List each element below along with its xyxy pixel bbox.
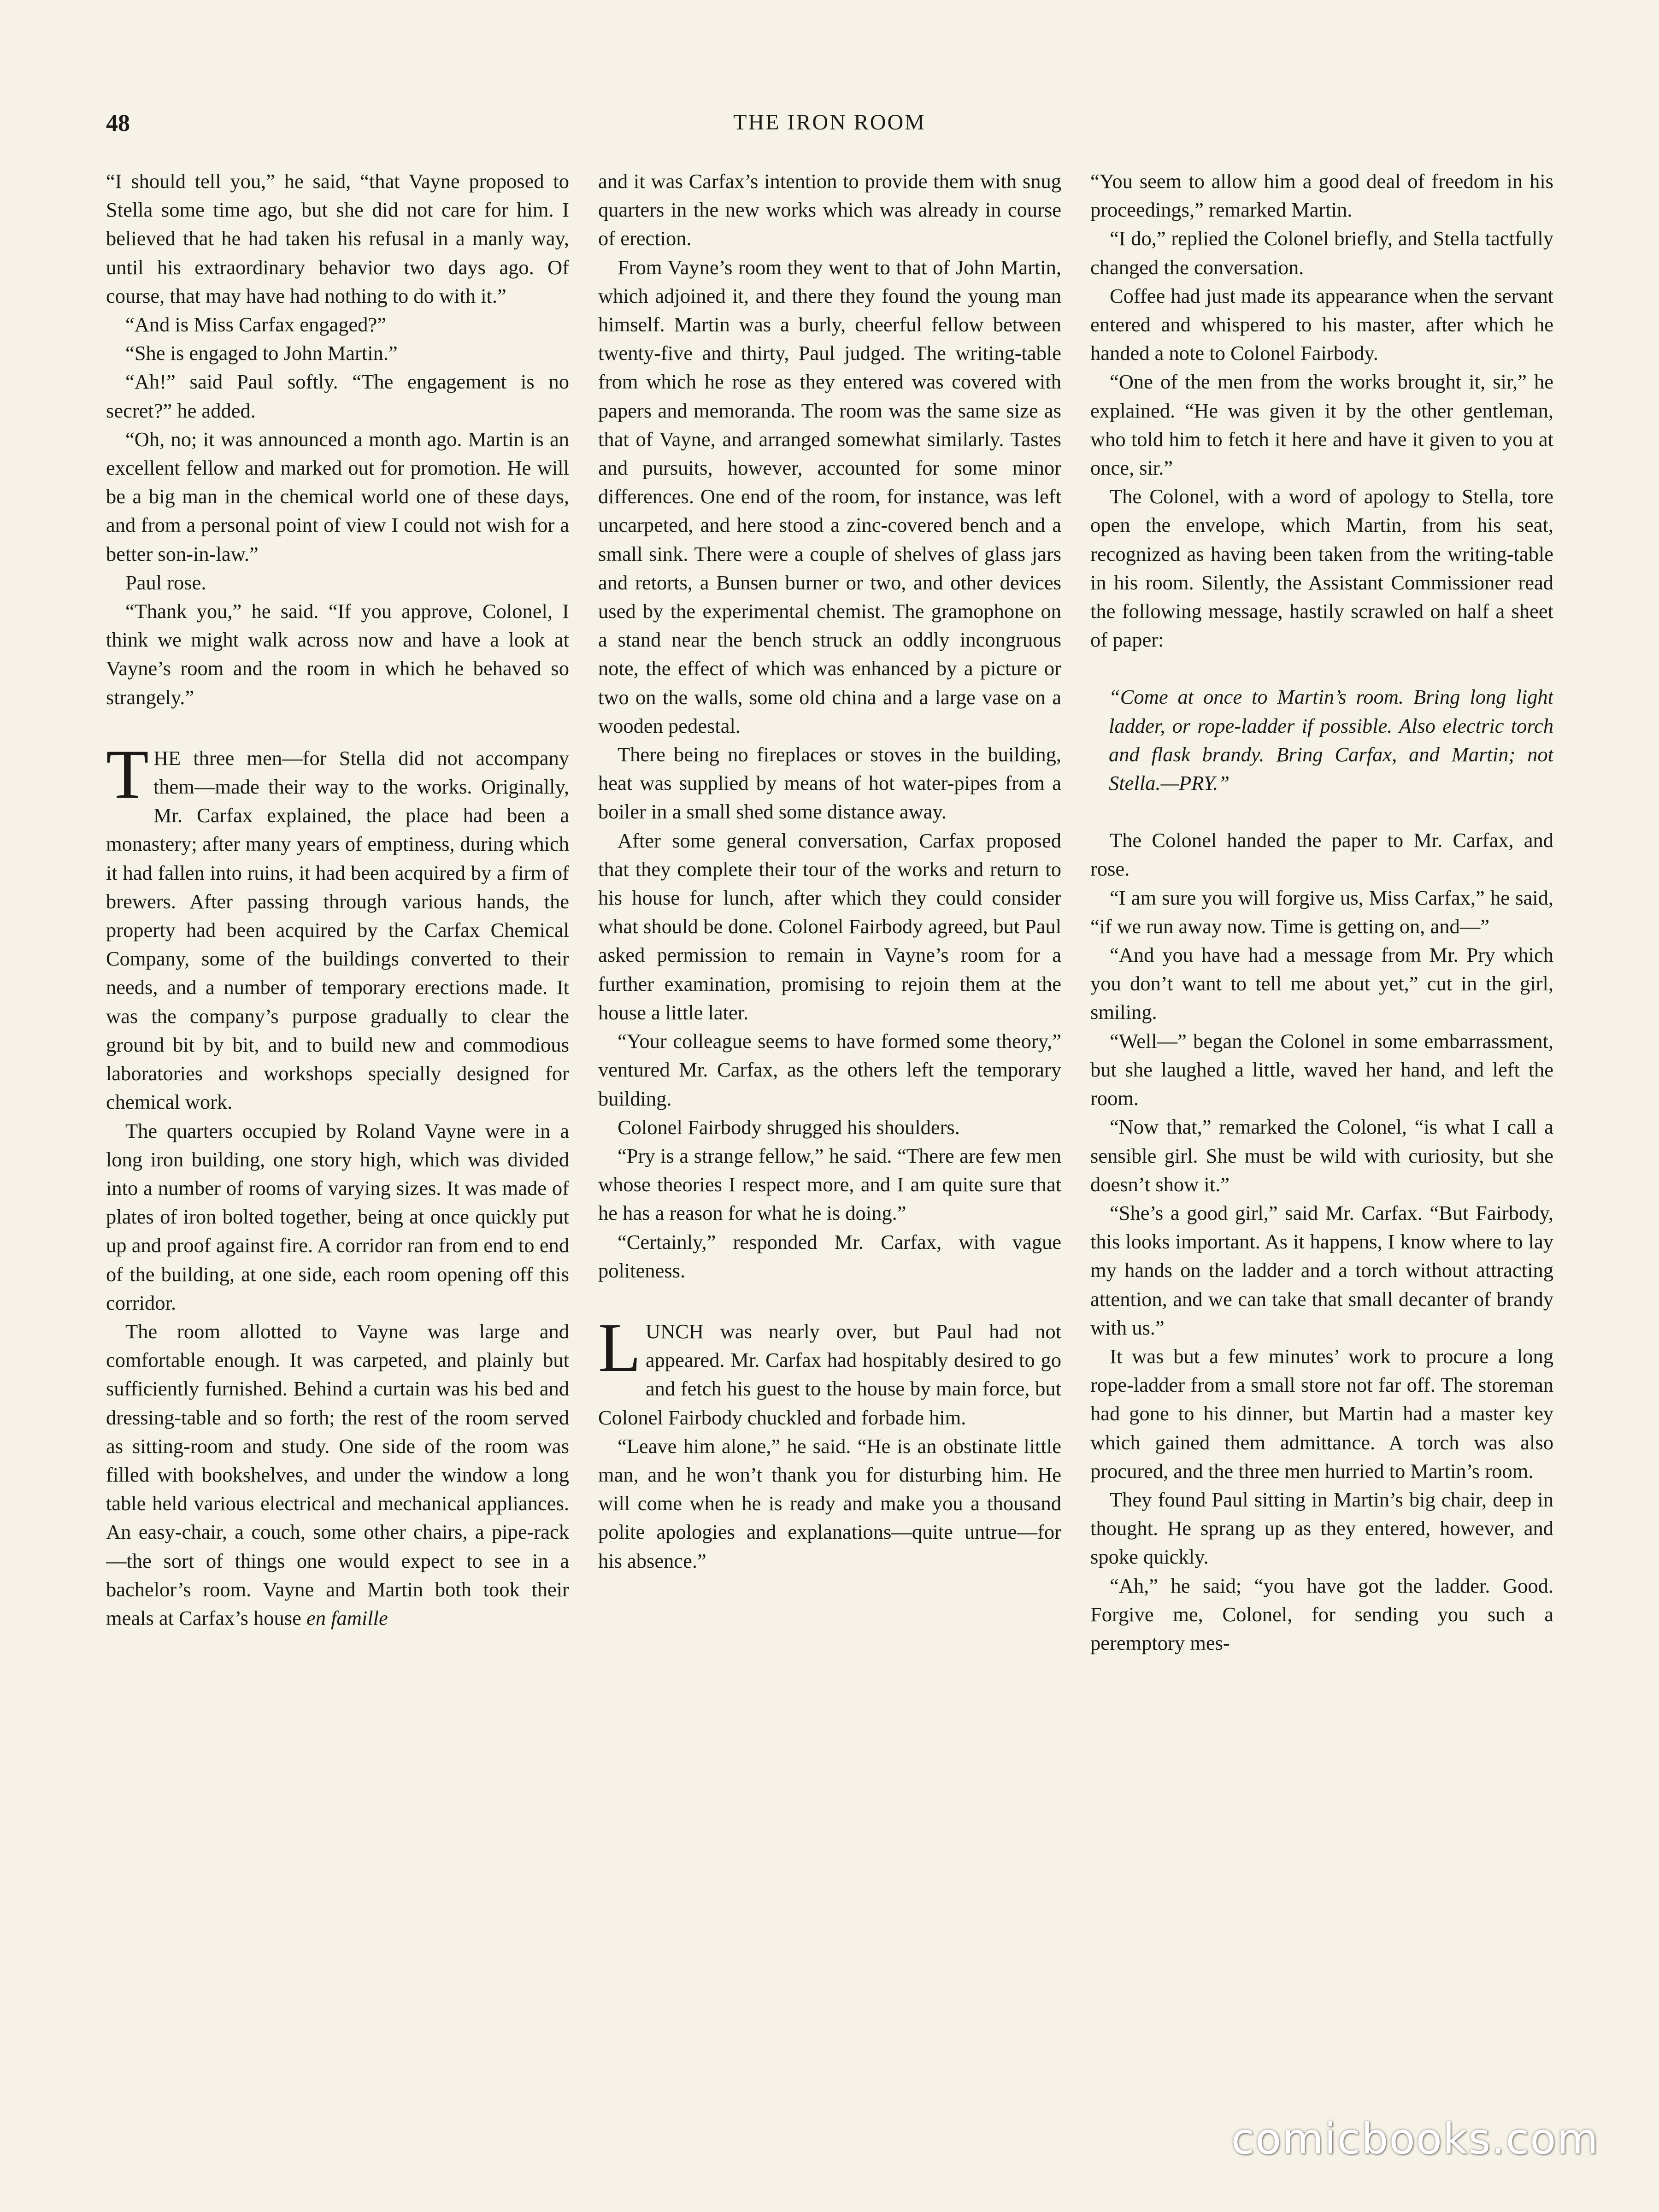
paragraph: “And you have had a message from Mr. Pry which you don’t want to tell me about yet,” cut in the girl, smiling. (1090, 943, 1553, 1024)
site-watermark: comicbooks.com (1231, 2114, 1599, 2164)
paragraph: “She’s a good girl,” said Mr. Carfax. “But Fairbody, this looks important. As it happens, I know where to lay my hands on the ladder and a torch without attracting attention, and we can take that small decanter of brandy with us.” (1090, 1201, 1553, 1339)
paragraph: After some general conversation, Carfax proposed that they complete their tour of the works and return to his house for lunch, after which they could consider what should be done. Colonel Fairbody agreed, but Paul asked permission to remain in Vayne’s room for a further examination, promising to rejoin them at the house a little later. (598, 829, 1061, 1024)
text-column-2 (598, 167, 1061, 2079)
paragraph (106, 1317, 569, 1632)
section-opening-paragraph: THE three men—for Stella did not accompany them—made their way to the works. Originally, Mr. Carfax explained, the place had been a monastery; after many years of emptiness, during which it had fallen into ruins, it had been acquired by a firm of brewers. After passing through various hands, the property had been acquired by the Carfax Chemical Company, some of the buildings converted to their needs, and a number of temporary erections made. It was the company’s purpose gradually to clear the ground bit by bit, and to build new and commodious laboratories and workshops specially designed for chemical work. (106, 735, 569, 1114)
paragraph: From Vayne’s room they went to that of John Martin, which adjoined it, and there they found the young man himself. Martin was a burly, cheerful fellow between twenty-five and thirty, Paul judged. The writing-table from which he rose as they entered was covered with papers and memoranda. The room was the same size as that of Vayne, and arranged somewhat similarly. Tastes and pursuits, however, accounted for some minor differences. One end of the room, for instance, was left uncarpeted, and here stood a zinc-covered bench and a small sink. There were a couple of shelves of glass jars and retorts, a Bunsen burner or two, and other devices used by the experimental chemist. The gramophone on a stand near the bench struck an oddly incongruous note, the effect of which was enhanced by a picture or two on the walls, some old china and a large vase on a wooden pedestal. (598, 255, 1061, 737)
paragraph: “Oh, no; it was announced a month ago. Martin is an excellent fellow and marked out for promotion. He will be a big man in the chemical world one of these days, and from a personal point of view I could not wish for a better son-in-law.” (106, 427, 569, 565)
paragraph: Coffee had just made its appearance when the servant entered and whispered to his master, after which he handed a note to Colonel Fairbody. (1090, 284, 1553, 365)
paragraph: “I should tell you,” he said, “that Vayne proposed to Stella some time ago, but she did not care for him. I believed that he had taken his refusal in a manly way, until his extraordinary behavior two days ago. Of course, that may have had nothing to do with it.” (106, 170, 569, 307)
paragraph: “She is engaged to John Martin.” (125, 341, 398, 365)
paragraph: “Now that,” remarked the Colonel, “is what I call a sensible girl. She must be wild with curiosity, but she doesn’t show it.” (1090, 1115, 1553, 1196)
quoted-note: “Come at once to Martin’s room. Bring long light ladder, or rope-ladder if possible. Also electric torch and flask brandy. Bring Carfax, and Martin; not Stella.—PRY.” (1109, 685, 1553, 795)
paragraph-text: The room allotted to Vayne was large and comfortable enough. It was carpeted, and plainly but sufficiently furnished. Behind a curtain was his bed and dressing-table and so forth; the rest of the room served as sitting-room and study. One side of the room was filled with bookshelves, and under the window a long table held various electrical and mechanical appliances. An easy-chair, a couch, some other chairs, a pipe-rack—the sort of things one would expect to see in a bachelor’s room. Vayne and Martin both took their meals at Carfax’s house (106, 1319, 569, 1630)
text-column-3 (1090, 167, 1553, 2079)
article-body (106, 167, 1553, 2079)
page-header (106, 110, 1553, 142)
text-column-1 (106, 167, 569, 2079)
section-opening-paragraph: LUNCH was nearly over, but Paul had not appeared. Mr. Carfax had hospitably desired to go and fetch his guest to the house by main force, but Colonel Fairbody chuckled and forbade him. (598, 1308, 1061, 1429)
paragraph: It was but a few minutes’ work to procure a long rope-ladder from a small store not far off. The storeman had gone to his dinner, but Martin had a master key which gained them admittance. A torch was also procured, and the three men hurried to Martin’s room. (1090, 1344, 1553, 1483)
paragraph: The Colonel, with a word of apology to Stella, tore open the envelope, which Martin, from his seat, recognized as having been taken from the writing-table in his room. Silently, the Assistant Commissioner read the following message, hastily scrawled on half a sheet of paper: (1090, 485, 1553, 652)
paragraph: “Thank you,” he said. “If you approve, Colonel, I think we might walk across now and have a look at Vayne’s room and the room in which he behaved so strangely.” (106, 600, 569, 709)
paragraph: “And is Miss Carfax engaged?” (125, 313, 386, 336)
paragraph: “Well—” began the Colonel in some embarrassment, but she laughed a little, waved her hand, and left the room. (1090, 1029, 1553, 1110)
paragraph: “I am sure you will forgive us, Miss Carfax,” he said, “if we run away now. Time is getting on, and—” (1090, 886, 1553, 938)
paragraph: and it was Carfax’s intention to provide them with snug quarters in the new works which was already in course of erection. (598, 170, 1061, 250)
paragraph: Paul rose. (125, 571, 206, 594)
paragraph: “Your colleague seems to have formed some theory,” ventured Mr. Carfax, as the others left the temporary building. (598, 1030, 1061, 1110)
paragraph: “I do,” replied the Colonel briefly, and Stella tactfully changed the conversation. (1090, 227, 1553, 279)
paragraph: The quarters occupied by Roland Vayne were in a long iron building, one story high, which was divided into a number of rooms of varying sizes. It was made of plates of iron bolted together, being at once quickly put up and proof against fire. A corridor ran from end to end of the building, at one side, each room opening off this corridor. (106, 1119, 569, 1314)
paragraph: Colonel Fairbody shrugged his shoulders. (618, 1115, 960, 1139)
paragraph: “Pry is a strange fellow,” he said. “There are few men whose theories I respect more, and I am quite sure that he has a reason for what he is doing.” (598, 1144, 1061, 1225)
paragraph: “You seem to allow him a good deal of freedom in his proceedings,” remarked Martin. (1090, 170, 1553, 222)
running-title: THE IRON ROOM (733, 110, 926, 135)
page-number: 48 (106, 110, 130, 136)
paragraph: “One of the men from the works brought it, sir,” he explained. “He was given it by the other gentleman, who told him to fetch it here and have it given to you at once, sir.” (1090, 370, 1553, 480)
paragraph: “Leave him alone,” he said. “He is an obstinate little man, and he won’t thank you for disturbing him. He will come when he is ready and make you a thousand polite apologies and explanations—quite untrue—for his absence.” (598, 1434, 1061, 1572)
paragraph: There being no fireplaces or stoves in the building, heat was supplied by means of hot water-pipes from a boiler in a small shed some distance away. (598, 743, 1061, 824)
paragraph: “Ah!” said Paul softly. “The engagement is no secret?” he added. (106, 370, 569, 422)
paragraph: They found Paul sitting in Martin’s big chair, deep in thought. He sprang up as they entered, however, and spoke quickly. (1090, 1488, 1553, 1569)
paragraph: “Certainly,” responded Mr. Carfax, with vague politeness. (598, 1230, 1061, 1282)
paragraph: The Colonel handed the paper to Mr. Carfax, and rose. (1090, 829, 1553, 881)
italic-phrase: en famille (306, 1606, 388, 1630)
paragraph: “Ah,” he said; “you have got the ladder. Good. Forgive me, Colonel, for sending you such a peremptory mes- (1090, 1574, 1553, 1654)
